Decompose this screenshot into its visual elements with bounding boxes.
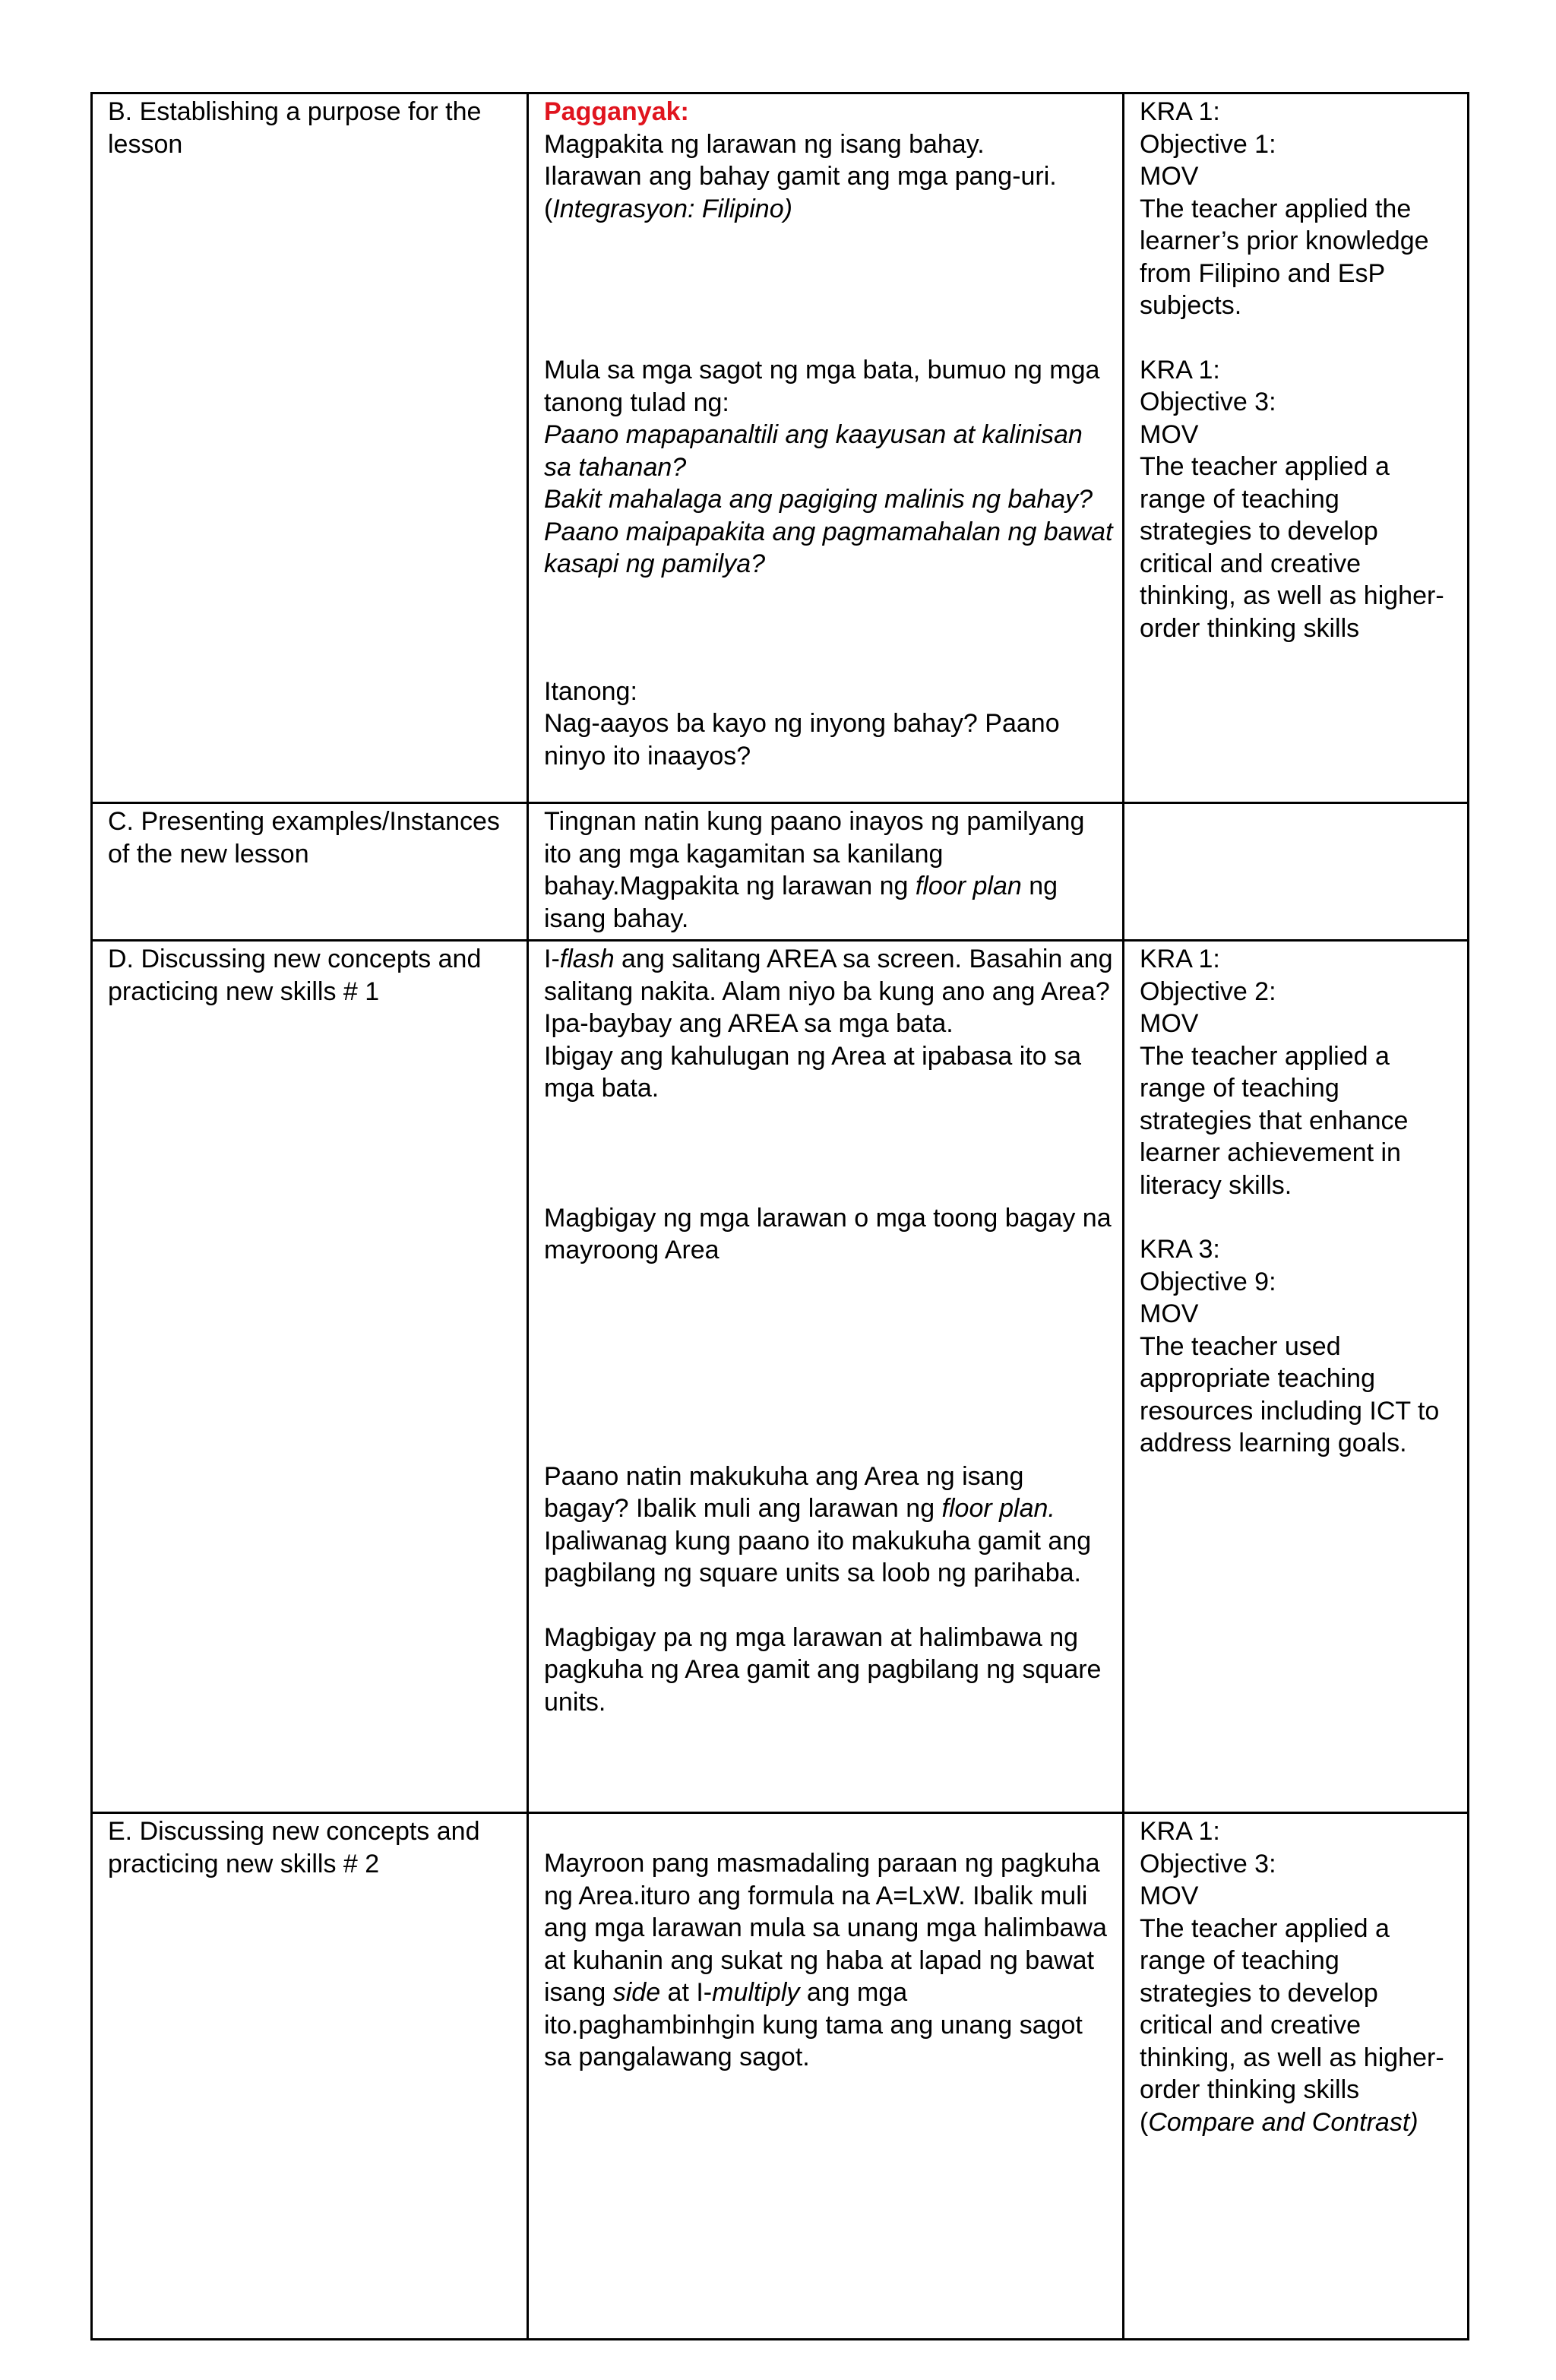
activities-cell [528, 941, 1124, 1813]
integration-text: Integrasyon: Filipino) [552, 194, 792, 223]
emphasis-text: multiply [712, 1978, 800, 2007]
paren: ( [544, 194, 553, 223]
table-row [92, 941, 1469, 1813]
emphasis-text: flash [559, 945, 615, 973]
guide-question: Bakit mahalaga ang pagiging malinis ng bahay? [544, 485, 1093, 514]
notes-cell [1124, 941, 1469, 1813]
emphasis-text: floor plan. [941, 1494, 1055, 1523]
section-cell [92, 93, 528, 803]
activity-text: Magbigay ng mga larawan o mga toong bagay na mayroong Area [544, 1203, 1112, 1264]
notes-cell [1124, 1813, 1469, 2340]
note-text: The teacher applied the learner’s prior knowledge from Filipino and EsP subjects. [1140, 194, 1429, 320]
objective-label: Objective 3: [1140, 1849, 1276, 1878]
section-label: D. Discussing new concepts and practicing new skills # 1 [108, 945, 482, 1006]
kra-label: KRA 1: [1140, 355, 1220, 385]
activity-text: Ilarawan ang bahay gamit ang mga pang-uri. [544, 162, 1057, 191]
activity-text: Paano natin makukuha ang Area ng isang bagay? Ibalik muli ang larawan ng floor plan. Ipaliwanag kung paano ito makukuha gamit ang pagbilang ng square units sa loob ng parihaba. [544, 1461, 1092, 1587]
activity-text: Nag-aayos ba kayo ng inyong bahay? Paano ninyo ito inaayos? [544, 709, 1060, 771]
activity-text: Itanong: [544, 676, 637, 706]
activities-cell [528, 93, 1124, 803]
activities-cell [528, 803, 1124, 941]
note-text: The teacher applied a range of teaching strategies to develop critical and creative thinking, as well as higher-order thinking skills [1140, 1913, 1444, 2104]
mov-label: MOV [1140, 162, 1199, 191]
objective-label: Objective 3: [1140, 388, 1276, 416]
objective-label: Objective 9: [1140, 1267, 1276, 1296]
activities-cell [528, 1813, 1124, 2340]
lesson-plan-table [90, 92, 1469, 2340]
notes-cell [1124, 803, 1469, 941]
section-label: E. Discussing new concepts and practicing new skills # 2 [108, 1817, 480, 1878]
table-row [92, 1813, 1469, 2340]
section-cell [92, 941, 528, 1813]
section-label: B. Establishing a purpose for the lesson [108, 97, 482, 159]
activity-text: Mula sa mga sagot ng mga bata, bumuo ng mga tanong tulad ng: [544, 356, 1100, 417]
mov-label: MOV [1140, 1009, 1199, 1038]
note-text: The teacher applied a range of teaching strategies that enhance learner achievement in literacy skills. [1140, 1041, 1409, 1200]
strategy-text: Compare and Contrast) [1148, 2107, 1418, 2137]
kra-label: KRA 1: [1140, 1817, 1220, 1846]
emphasis-text: floor plan [915, 872, 1022, 900]
guide-question: Paano maipapakita ang pagmamahalan ng bawat kasapi ng pamilya? [544, 517, 1113, 578]
pagganyak-heading: Pagganyak: [544, 97, 689, 126]
activity-text: I-flash ang salitang AREA sa screen. Basahin ang salitang nakita. Alam niyo ba kung ano ang Area? Ipa-baybay ang AREA sa mga bata. [544, 945, 1113, 1038]
mov-label: MOV [1140, 1299, 1199, 1328]
activity-text: Mayroon pang masmadaling paraan ng pagkuha ng Area.ituro ang formula na A=LxW. Ibalik muli ang mga larawan mula sa unang mga halimbawa at kuhanin ang sukat ng haba at lapad ng bawat isang side at I-multiply ang mga ito.paghambinhgin kung tama ang unang sagot sa pangalawang sagot. [544, 1849, 1107, 2071]
table-row [92, 93, 1469, 803]
objective-label: Objective 2: [1140, 976, 1276, 1006]
activity-text: Magpakita ng larawan ng isang bahay. [544, 129, 985, 159]
integration-note [544, 193, 1113, 226]
objective-label: Objective 1: [1140, 129, 1276, 159]
activity-text: Magbigay pa ng mga larawan at halimbawa ng pagkuha ng Area gamit ang pagbilang ng square units. [544, 1622, 1102, 1717]
section-cell [92, 803, 528, 941]
notes-cell [1124, 93, 1469, 803]
activity-text: Tingnan natin kung paano inayos ng pamilyang ito ang mga kagamitan sa kanilang bahay.Magpakita ng larawan ng floor plan ng isang bahay. [544, 807, 1085, 933]
mov-label: MOV [1140, 1882, 1199, 1910]
note-text: The teacher applied a range of teaching strategies to develop critical and creative thinking, as well as higher-order thinking skills [1140, 452, 1444, 643]
emphasis-text: side [612, 1978, 661, 2007]
note-text: The teacher used appropriate teaching resources including ICT to address learning goals. [1140, 1331, 1440, 1457]
kra-label: KRA 1: [1140, 945, 1220, 973]
section-label: C. Presenting examples/Instances of the new lesson [108, 807, 500, 869]
strategy-note: (Compare and Contrast) [1140, 2107, 1418, 2137]
activity-text: Ibigay ang kahulugan ng Area at ipabasa ito sa mga bata. [544, 1041, 1081, 1103]
kra-label: KRA 1: [1140, 97, 1220, 126]
guide-question: Paano mapapanaltili ang kaayusan at kalinisan sa tahanan? [544, 420, 1083, 482]
table-row [92, 803, 1469, 941]
kra-label: KRA 3: [1140, 1235, 1220, 1264]
mov-label: MOV [1140, 419, 1199, 449]
section-cell [92, 1813, 528, 2340]
